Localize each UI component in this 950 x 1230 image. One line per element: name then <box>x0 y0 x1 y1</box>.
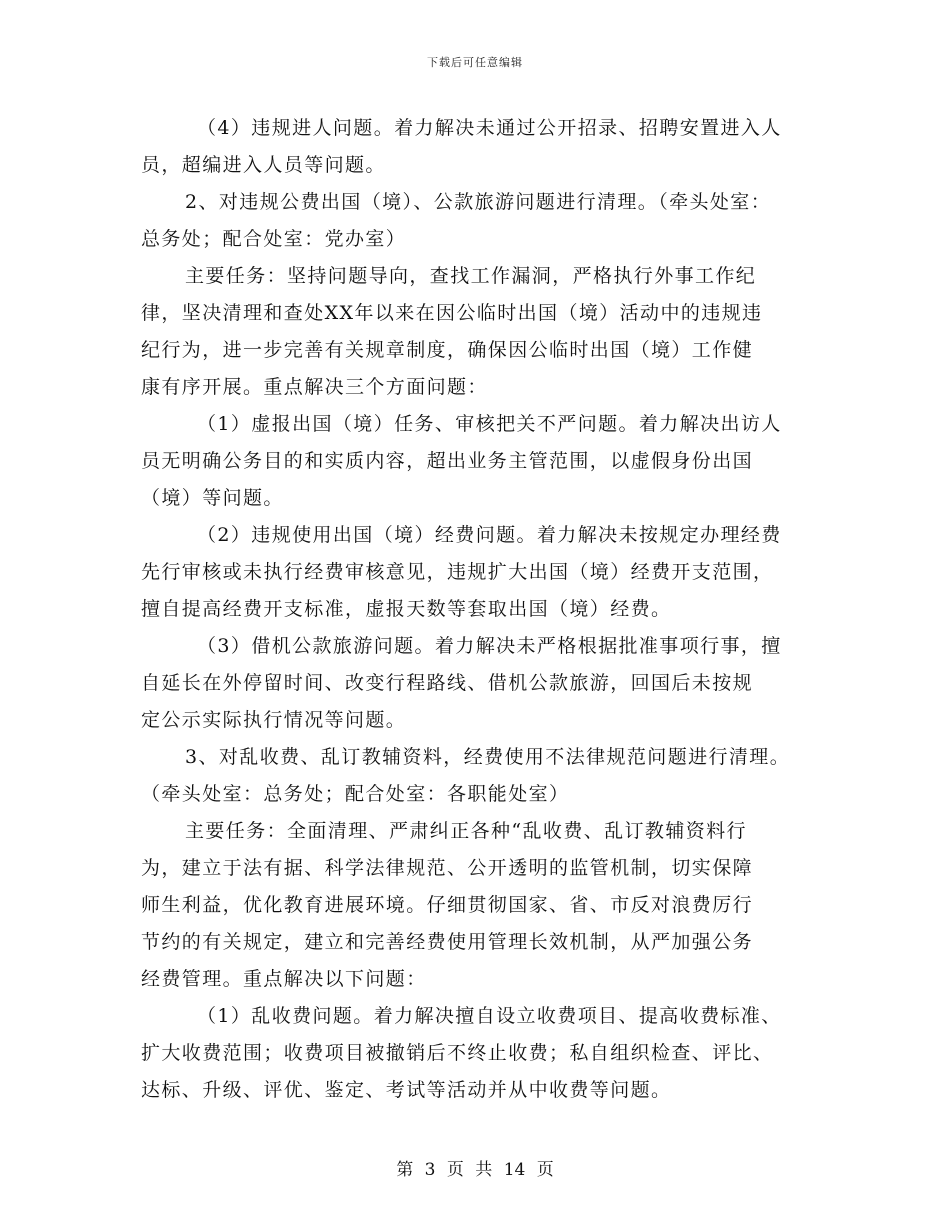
text-line: （3）借机公款旅游问题。着力解决未严格根据批准事项行事，擅 <box>197 635 782 657</box>
text-line: 康有序开展。重点解决三个方面问题： <box>141 376 488 398</box>
text-line: 先行审核或未执行经费审核意见，违规扩大出国（境）经费开支范围， <box>141 561 774 583</box>
text-line: （1）虚报出国（境）任务、审核把关不严问题。着力解决出访人 <box>197 413 782 435</box>
text-line: （1）乱收费问题。着力解决擅自设立收费项目、提高收费标准、 <box>197 1005 782 1027</box>
text-line: 3、对乱收费、乱订教辅资料，经费使用不法律规范问题进行清理。 <box>185 746 791 768</box>
document-body <box>141 110 831 1109</box>
text-line: 律，坚决清理和查处XX年以来在因公临时出国（境）活动中的违规违 <box>141 302 763 324</box>
text-line: 总务处；配合处室：党办室） <box>141 228 407 250</box>
text-line: 主要任务：全面清理、严肃纠正各种“乱收费、乱订教辅资料行 <box>185 820 747 842</box>
text-line: 擅自提高经费开支标准，虚报天数等套取出国（境）经费。 <box>141 598 672 620</box>
page-number-footer: 第 3 页 共 14 页 <box>396 1160 554 1180</box>
header-note: 下载后可任意编辑 <box>427 56 523 69</box>
text-line: 员无明确公务目的和实质内容，超出业务主管范围，以虚假身份出国 <box>141 450 754 472</box>
text-line: 师生利益，优化教育进展环境。仔细贯彻国家、省、市反对浪费厉行 <box>141 894 754 916</box>
text-line: 达标、升级、评优、鉴定、考试等活动并从中收费等问题。 <box>141 1079 672 1101</box>
text-line: 定公示实际执行情况等问题。 <box>141 709 407 731</box>
text-line: （2）违规使用出国（境）经费问题。着力解决未按规定办理经费 <box>197 524 782 546</box>
text-line: 纪行为，进一步完善有关规章制度，确保因公临时出国（境）工作健 <box>141 339 754 361</box>
text-line: （4）违规进人问题。着力解决未通过公开招录、招聘安置进入人 <box>197 117 782 139</box>
text-line: 扩大收费范围；收费项目被撤销后不终止收费；私自组织检查、评比、 <box>141 1042 774 1064</box>
text-line: 2、对违规公费出国（境）、公款旅游问题进行清理。（牵头处室： <box>185 191 772 213</box>
text-line: 主要任务：坚持问题导向，查找工作漏洞，严格执行外事工作纪 <box>185 265 757 287</box>
text-line: 节约的有关规定，建立和完善经费使用管理长效机制，从严加强公务 <box>141 931 754 953</box>
text-line: 经费管理。重点解决以下问题： <box>141 968 427 990</box>
text-line: 自延长在外停留时间、改变行程路线、借机公款旅游，回国后未按规 <box>141 672 754 694</box>
text-line: （境）等问题。 <box>141 487 284 509</box>
text-line: 为，建立于法有据、科学法律规范、公开透明的监管机制，切实保障 <box>141 857 754 879</box>
text-line: 员，超编进入人员等问题。 <box>141 154 386 176</box>
text-line: （牵头处室：总务处；配合处室：各职能处室） <box>141 783 570 805</box>
